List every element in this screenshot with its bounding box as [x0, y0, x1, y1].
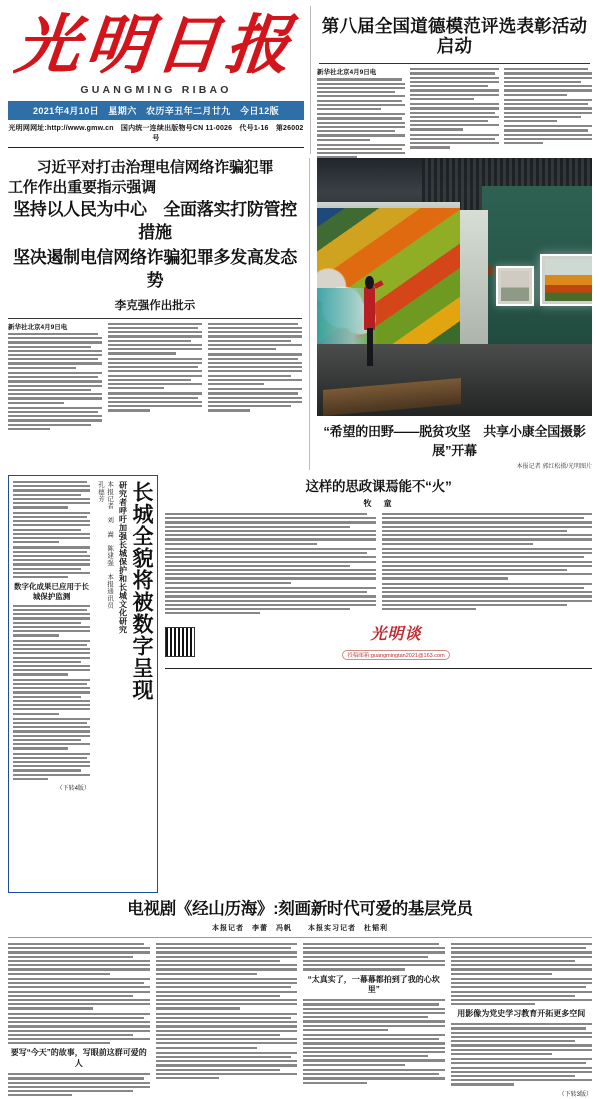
lead-story [8, 158, 310, 470]
top-right-headline: 第八届全国道德模范评选表彰活动启动 [321, 16, 588, 57]
body-text [451, 978, 593, 1006]
bottom-story [8, 895, 592, 1099]
body-text [13, 640, 90, 676]
body-text [504, 125, 592, 144]
sidebar-body [13, 481, 93, 887]
masthead-logo: 光明日报 [11, 10, 300, 81]
body-text [382, 513, 593, 545]
body-text [208, 323, 302, 351]
text-column [8, 943, 150, 1099]
masthead-info-line: 光明网网址:http://www.gmw.cn 国内统一连续出版物号CN 11-0026 代号1-16 第26002号 [8, 125, 304, 142]
text-column [156, 943, 298, 1099]
lead-headline-line5: 李克强作出批示 [114, 299, 196, 312]
body-text [410, 103, 498, 131]
photo-credit: 本报记者 郭红松摄/光明图片 [516, 464, 592, 470]
body-text [451, 1023, 593, 1055]
body-text [156, 978, 298, 1010]
body-text [108, 323, 202, 355]
sidebar-subheading-1: 数字化成果已应用于长城保护监测 [13, 582, 89, 601]
body-text [8, 978, 150, 1010]
text-column [165, 513, 376, 617]
bottom-jump-note: （下转3版） [558, 1091, 592, 1098]
body-text [208, 388, 302, 411]
body-text [382, 583, 593, 611]
body-text [317, 144, 405, 159]
masthead [8, 6, 310, 154]
masthead-date-bar: 2021年4月10日 星期六 农历辛丑年二月廿九 今日12版 [8, 101, 304, 120]
exhibition-photo [317, 158, 592, 416]
masthead-divider [8, 147, 304, 148]
photo-visitor-legs [367, 328, 373, 366]
sidebar-great-wall-story [8, 475, 158, 893]
body-text [13, 546, 90, 578]
body-text [504, 99, 592, 122]
lead-headline-line2: 工作作出重要指示强调 [8, 178, 157, 196]
body-text [382, 548, 593, 580]
middle-main [158, 475, 592, 893]
divider [8, 937, 592, 938]
text-column [504, 68, 592, 161]
body-text [108, 358, 202, 390]
photo-wall-sconce [488, 266, 493, 275]
sidebar-byline: 本报记者 刘 嵩 陈建强 本报通讯员 孔德芳 [97, 481, 114, 616]
body-text [303, 1069, 445, 1084]
text-column [8, 323, 102, 433]
body-text [13, 718, 90, 750]
photo-framed-print-1 [496, 266, 535, 306]
top-right-columns [317, 68, 592, 161]
divider [165, 668, 592, 669]
body-text [8, 1013, 150, 1045]
body-text [208, 353, 302, 385]
body-text [165, 513, 376, 545]
photo-visitor-head [365, 276, 373, 289]
body-text [8, 1073, 150, 1096]
photo-block [310, 158, 592, 470]
top-right-story [310, 6, 592, 154]
lead-headline-line4: 坚决遏制电信网络诈骗犯罪多发高发态势 [13, 247, 297, 290]
bottom-subheading-3: 用影像为党史学习教育开拓更多空间 [457, 1009, 586, 1019]
lead-columns [8, 323, 302, 433]
divider [319, 63, 590, 64]
body-text [108, 392, 202, 411]
body-text [8, 407, 102, 430]
photo-visitor-body [364, 286, 376, 330]
text-column [317, 68, 405, 161]
photo-framed-print-2 [540, 254, 592, 306]
lead-zone [8, 158, 592, 470]
middle-headline: 这样的思政课焉能不“火” [305, 479, 452, 494]
sidebar-vertical-title: 长城全貌将被数字呈现 [130, 481, 154, 701]
guangming-talk-logo: 光明谈 [370, 626, 422, 644]
lead-label: 新华社北京4月9日电 [8, 323, 68, 331]
talk-column-branding [165, 621, 592, 662]
bottom-columns [8, 943, 592, 1099]
body-text [303, 1034, 445, 1066]
body-text [451, 943, 593, 975]
body-text [317, 78, 405, 110]
body-text [13, 679, 90, 715]
talk-logo-box [200, 621, 592, 662]
body-text [156, 1052, 298, 1080]
sidebar-vertical-subtitle: 研究者呼吁加强长城保护和长城文化研究 [118, 481, 128, 634]
photo-mural [317, 208, 460, 350]
body-text [13, 481, 90, 509]
body-text [156, 1013, 298, 1049]
middle-zone [8, 475, 592, 893]
body-text [451, 1058, 593, 1086]
text-column [382, 513, 593, 617]
body-text [13, 753, 90, 781]
qr-code[interactable] [165, 627, 195, 657]
lead-headline-line3: 坚持以人民为中心 全面落实打防管控措施 [13, 200, 297, 242]
body-text [165, 548, 376, 584]
body-text [410, 134, 498, 149]
body-text [410, 68, 498, 100]
lead-headline-line1: 习近平对打击治理电信网络诈骗犯罪 [36, 159, 274, 176]
body-text [13, 605, 90, 637]
bottom-subheading-2: 要写“今天”的故事，写眼前这群可爱的人 [10, 1048, 147, 1069]
top-zone [8, 6, 592, 154]
body-text [303, 943, 445, 971]
sidebar-jump-note: （下转4版） [56, 786, 90, 793]
middle-columns [165, 513, 592, 617]
text-column [451, 943, 593, 1099]
photo-caption: “希望的田野——脱贫攻坚 共享小康全国摄影展”开幕 [323, 424, 586, 458]
body-text [8, 333, 102, 369]
submission-email: 投稿邮箱:guangmingtan2021@163.com [342, 650, 449, 660]
lead-label: 新华社北京4月9日电 [317, 69, 377, 77]
masthead-pinyin: GUANGMING RIBAO [80, 84, 232, 96]
bottom-byline: 本报记者 李蕾 冯帆 本报实习记者 杜韬利 [212, 925, 388, 932]
body-text [317, 113, 405, 141]
body-text [303, 999, 445, 1031]
bottom-subheading-1: “太真实了，一幕幕都拍到了我的心坎里” [307, 974, 440, 995]
body-text [156, 943, 298, 975]
body-text [504, 68, 592, 96]
bottom-headline: 电视剧《经山历海》:刻画新时代可爱的基层党员 [127, 900, 473, 918]
text-column [303, 943, 445, 1099]
text-column [108, 323, 202, 433]
text-column [208, 323, 302, 433]
body-text [165, 587, 376, 615]
divider [8, 318, 302, 319]
middle-author: 牧 童 [363, 499, 394, 508]
body-text [8, 943, 150, 975]
body-text [8, 372, 102, 404]
body-text [13, 512, 90, 544]
text-column [410, 68, 498, 161]
